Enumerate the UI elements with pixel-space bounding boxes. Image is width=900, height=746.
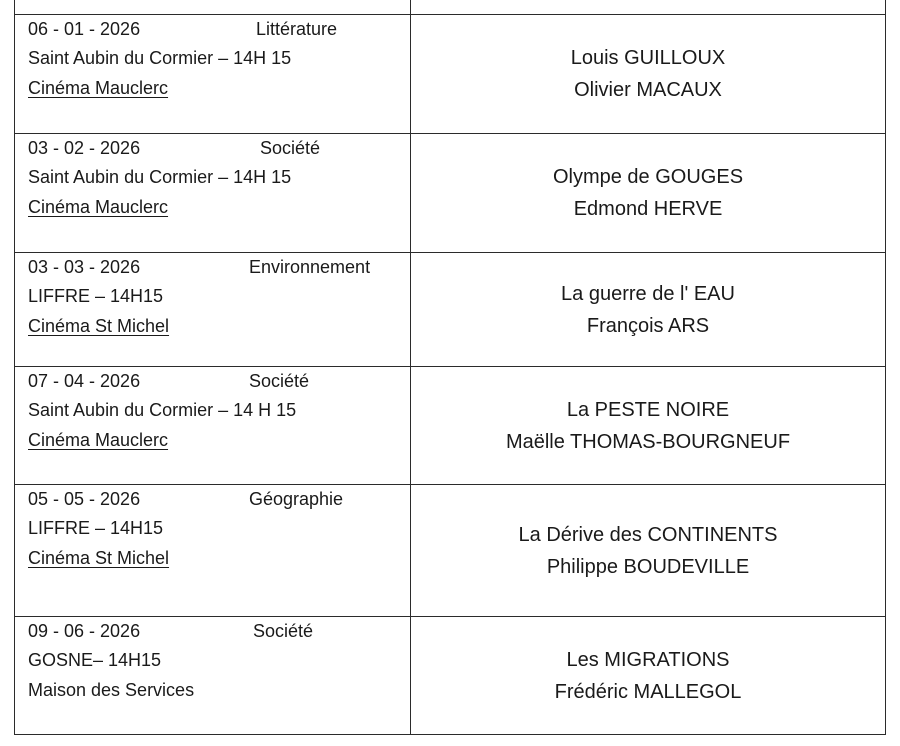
event-talk-cell — [411, 485, 886, 617]
event-speaker: François ARS — [586, 314, 710, 337]
table-row — [15, 253, 886, 367]
event-talk-cell — [411, 617, 886, 735]
table-row-header-remnant — [15, 0, 886, 15]
event-place-time: GOSNE– 14H15 — [28, 650, 162, 670]
event-theme: Société — [249, 371, 310, 391]
conference-schedule-table — [14, 0, 886, 735]
event-speaker: Edmond HERVE — [573, 198, 723, 220]
event-date: 06 - 01 - 2026 — [28, 19, 141, 39]
event-speaker: Olivier MACAUX — [574, 79, 722, 101]
event-talk-cell — [411, 134, 886, 253]
event-info-cell — [15, 134, 411, 253]
event-talk-cell — [411, 15, 886, 134]
event-date: 09 - 06 - 2026 — [28, 621, 141, 641]
table-row — [15, 367, 886, 485]
event-title: Les MIGRATIONS — [566, 648, 730, 671]
event-venue: Cinéma St Michel — [28, 548, 170, 568]
event-venue: Cinéma Mauclerc — [28, 430, 169, 450]
event-place-time: Saint Aubin du Cormier – 14H 15 — [28, 167, 292, 187]
event-theme: Géographie — [249, 489, 344, 509]
event-talk-cell — [411, 367, 886, 485]
table-row — [15, 134, 886, 253]
event-title: La guerre de l' EAU — [561, 282, 735, 305]
event-info-cell — [15, 253, 411, 367]
table-row — [15, 15, 886, 134]
event-info-cell — [15, 367, 411, 485]
event-date: 07 - 04 - 2026 — [28, 371, 141, 391]
event-date: 03 - 02 - 2026 — [28, 138, 141, 158]
event-place-time: Saint Aubin du Cormier – 14 H 15 — [28, 400, 297, 420]
event-title: Louis GUILLOUX — [570, 47, 726, 69]
event-info-cell — [15, 485, 411, 617]
event-theme: Société — [260, 138, 321, 158]
event-venue: Cinéma St Michel — [28, 316, 170, 336]
event-venue: Cinéma Mauclerc — [28, 78, 169, 98]
event-title: La Dérive des CONTINENTS — [518, 523, 778, 546]
event-info-cell — [15, 617, 411, 735]
header-right-cell — [411, 0, 886, 15]
event-venue: Maison des Services — [28, 680, 195, 700]
event-date: 05 - 05 - 2026 — [28, 489, 141, 509]
event-theme: Littérature — [256, 19, 338, 39]
event-theme: Société — [253, 621, 314, 641]
event-date: 03 - 03 - 2026 — [28, 257, 141, 277]
event-place-time: LIFFRE – 14H15 — [28, 286, 164, 306]
event-speaker: Maëlle THOMAS-BOURGNEUF — [505, 430, 791, 453]
event-title: La PESTE NOIRE — [566, 398, 730, 421]
event-speaker: Philippe BOUDEVILLE — [546, 555, 750, 578]
event-speaker: Frédéric MALLEGOL — [554, 680, 742, 703]
table-row — [15, 485, 886, 617]
event-talk-cell — [411, 253, 886, 367]
event-place-time: Saint Aubin du Cormier – 14H 15 — [28, 48, 292, 68]
header-left-cell — [15, 0, 411, 15]
table-row — [15, 617, 886, 735]
event-place-time: LIFFRE – 14H15 — [28, 518, 164, 538]
event-title: Olympe de GOUGES — [552, 166, 744, 188]
event-theme: Environnement — [249, 257, 371, 277]
event-info-cell — [15, 15, 411, 134]
event-venue: Cinéma Mauclerc — [28, 197, 169, 217]
